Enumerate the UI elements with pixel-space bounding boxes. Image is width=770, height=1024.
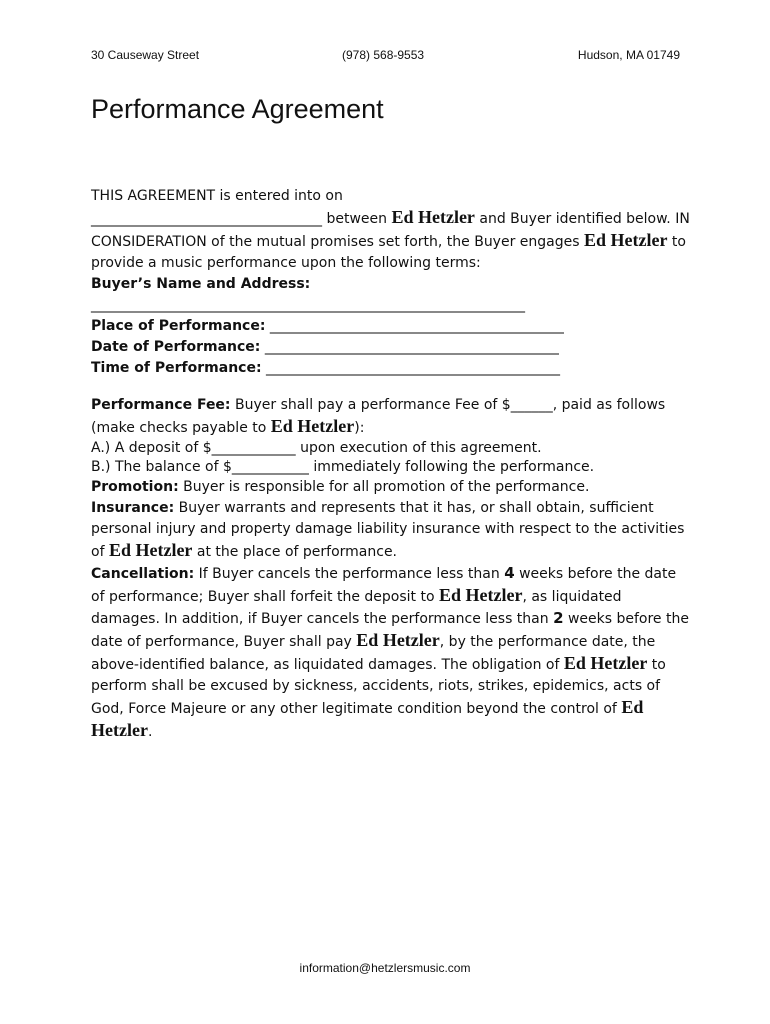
time-blank: __________________________________________: [261, 360, 561, 376]
insurance-text-end: at the place of performance.: [192, 544, 398, 560]
time-label: Time of Performance:: [91, 360, 262, 376]
between-text: between: [322, 211, 392, 227]
performer-name: Ed Hetzler: [438, 585, 523, 605]
insurance-label: Insurance:: [91, 500, 175, 516]
promotion-paragraph: [91, 477, 691, 498]
fee-text: Buyer shall pay a performance Fee of $______, paid as follows (make checks payable to: [91, 397, 666, 436]
performer-name: Ed Hetzler: [108, 540, 193, 560]
place-of-performance-field: [91, 316, 691, 337]
performer-name: Ed Hetzler: [270, 416, 355, 436]
performer-name: Ed Hetzler: [563, 653, 648, 673]
intro-line: THIS AGREEMENT is entered into on: [91, 188, 343, 204]
time-of-performance-field: [91, 358, 691, 379]
letterhead: [91, 48, 680, 64]
agreement-date-blank: _________________________________: [91, 211, 322, 227]
fee-paragraph: [91, 395, 691, 439]
place-label: Place of Performance:: [91, 318, 266, 334]
city-state-zip: Hudson, MA 01749: [577, 48, 680, 62]
footer-email: information@hetzlersmusic.com: [299, 961, 471, 975]
performer-name: Ed Hetzler: [391, 207, 475, 227]
place-blank: __________________________________________: [265, 318, 564, 334]
promotion-label: Promotion:: [91, 479, 179, 495]
fee-text-end: ):: [354, 420, 365, 436]
consideration-paragraph: [91, 207, 691, 274]
date-blank: __________________________________________: [260, 339, 559, 355]
provide-text: to provide a music performance upon the following terms:: [91, 234, 686, 271]
date-label: Date of Performance:: [91, 339, 261, 355]
balance-item: B.) The balance of $___________ immediately following the performance.: [91, 459, 595, 475]
promotion-text: Buyer is responsible for all promotion of the performance.: [178, 479, 590, 495]
weeks-four: 4: [504, 564, 515, 582]
buyer-name-address-blank: ______________________________________________________________: [91, 297, 525, 313]
and-buyer-text: and Buyer identified below. IN CONSIDERATION of the mutual promises set forth, the Buyer engages: [91, 211, 690, 250]
weeks-two: 2: [553, 609, 564, 627]
deposit-item: A.) A deposit of $____________ upon execution of this agreement.: [91, 440, 542, 456]
insurance-text: Buyer warrants and represents that it has, or shall obtain, sufficient personal injury and property damage liability insurance with respect to the activities of: [91, 500, 685, 560]
performer-name: Ed Hetzler: [584, 230, 668, 250]
insurance-paragraph: [91, 498, 691, 563]
cancellation-label: Cancellation:: [91, 566, 195, 582]
performer-name: Ed Hetzler: [91, 697, 644, 740]
document-title: Performance Agreement: [91, 94, 384, 124]
street-address: 30 Causeway Street: [91, 48, 200, 62]
performer-name: Ed Hetzler: [356, 630, 440, 650]
performance-fee-section: [91, 395, 691, 477]
date-of-performance-field: [91, 337, 691, 358]
fee-label: Performance Fee:: [91, 397, 231, 413]
cancellation-paragraph: Cancellation: If Buyer cancels the performance less than 4 weeks before the date of performance; Buyer shall forfeit the deposit to Ed Hetzler, as liquidated damages. In addition, if Buyer cancels the performance less than 2 weeks before the date of performance, Buyer shall pay Ed Hetzler, by the performance date, the above-identified balance, as liquidated damages. The obligation of Ed Hetzler to perform shall be excused by sickness, accidents, riots, strikes, epidemics, acts of God, Force Majeure or any other legitimate condition beyond the control of Ed Hetzler.: [91, 564, 689, 740]
agreement-body: [91, 186, 691, 743]
buyer-name-address-label: Buyer’s Name and Address:: [91, 276, 311, 292]
phone-number: (978) 568-9553: [342, 48, 425, 62]
